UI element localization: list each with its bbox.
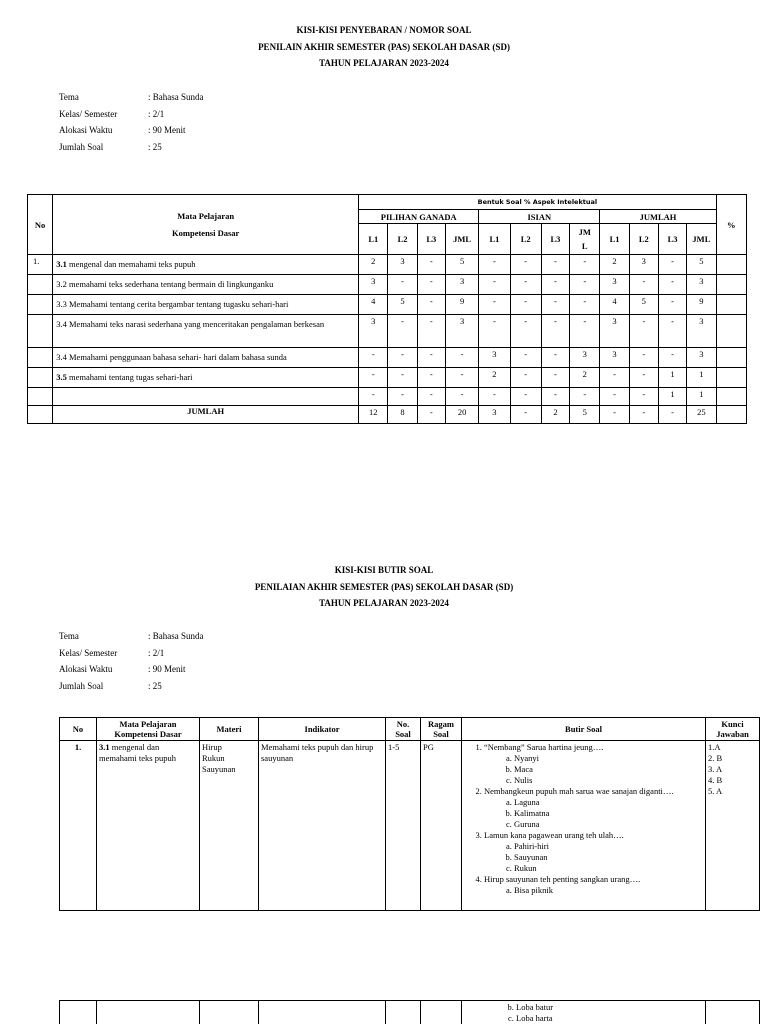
total-cell: 20: [445, 406, 478, 424]
option-item: b. Maca: [514, 764, 703, 775]
question-item: [484, 786, 703, 830]
row-cell: -: [417, 388, 445, 406]
row-cell: -: [417, 348, 445, 368]
meta-row: [59, 631, 204, 648]
kd-line: Kompetensi Dasar: [172, 227, 240, 238]
col-no-header: No: [28, 195, 53, 255]
row-cell: 1: [687, 368, 716, 388]
meta-value: : 90 Menit: [148, 664, 186, 675]
meta-label: Jumlah Soal: [59, 142, 104, 153]
answer-key: 1.A: [708, 742, 721, 752]
row-kd: [53, 295, 359, 315]
row-kd: [97, 741, 200, 911]
row-cell: -: [445, 388, 478, 406]
meta-row: [59, 92, 204, 109]
row-cell: -: [359, 388, 388, 406]
question-text: “Nembang” Sarua hartina jeung….: [484, 742, 604, 752]
row-cell: -: [417, 315, 445, 348]
option-list: [484, 753, 703, 786]
total-cell: -: [629, 406, 658, 424]
row-cell: 5: [687, 255, 716, 275]
meta-value: : Bahasa Sunda: [148, 631, 204, 641]
section1-meta: [59, 92, 204, 159]
heading-line: TAHUN PELAJARAN 2023-2024: [319, 58, 449, 68]
total-row: [28, 406, 747, 424]
kd-text: 3.2 memahami teks sederhana tentang bermain di lingkunganku: [56, 279, 274, 289]
row-cell: -: [479, 255, 510, 275]
row-kd: [53, 368, 359, 388]
row-cell: -: [541, 295, 569, 315]
no-header: No: [60, 718, 97, 741]
indikator-header: Indikator: [259, 718, 386, 741]
sub-header: L2: [388, 224, 417, 255]
row-no: [28, 275, 53, 295]
row-cell: -: [510, 368, 541, 388]
row-cell: -: [359, 348, 388, 368]
sub-header: L1: [479, 224, 510, 255]
butir-header: Butir Soal: [462, 718, 706, 741]
group-header: JUMLAH: [600, 210, 716, 224]
row-cell: 3: [359, 275, 388, 295]
item-grid-table-continued: [59, 1000, 760, 1024]
row-no-soal: 1-5: [386, 741, 421, 911]
row-cell: 1: [658, 388, 686, 406]
total-cell: 3: [479, 406, 510, 424]
row-no: [28, 348, 53, 368]
row-cell: 3: [687, 275, 716, 295]
row-cell: -: [629, 348, 658, 368]
meta-row: [59, 125, 204, 142]
table-row: [28, 315, 747, 348]
sub-header: JML: [687, 224, 716, 255]
ragam-header: [421, 718, 462, 741]
kd-text: 3.4 Memahami teks narasi sederhana yang menceritakan pengalaman berkesan: [56, 319, 325, 329]
total-pct: [716, 406, 746, 424]
row-no: [28, 368, 53, 388]
materi-line: Rukun: [202, 753, 225, 763]
meta-row: [59, 681, 204, 698]
row-cell: -: [510, 295, 541, 315]
row-cell: -: [658, 315, 686, 348]
row-cell: -: [629, 275, 658, 295]
row-cell: 3: [629, 255, 658, 275]
row-pct: [716, 368, 746, 388]
question-text: Lamun kana pagawean urang teh ulah….: [484, 830, 624, 840]
row-materi: [200, 741, 259, 911]
row-kunci: [706, 741, 760, 911]
materi-line: Sauyunan: [202, 764, 236, 774]
row-pct: [716, 388, 746, 406]
row-cell: -: [570, 275, 600, 295]
row-kd: [53, 348, 359, 368]
heading-line: KISI-KISI PENYEBARAN / NOMOR SOAL: [296, 25, 472, 35]
option-item: c. Guruna: [514, 819, 703, 830]
table-row: [28, 368, 747, 388]
col-mapel-header: [53, 195, 359, 255]
total-cell: 25: [687, 406, 716, 424]
meta-row: [59, 109, 204, 126]
heading-line: TAHUN PELAJARAN 2023-2024: [319, 598, 449, 608]
row-cell: 3: [445, 315, 478, 348]
meta-label: Tema: [59, 92, 79, 102]
kunci-line: Jawaban: [716, 729, 749, 739]
row-cell: 3: [479, 348, 510, 368]
option-item: c. Rukun: [514, 863, 703, 874]
mapel-line: Mata Pelajaran: [177, 210, 235, 221]
row-cell: -: [388, 315, 417, 348]
meta-label: Alokasi Waktu: [59, 664, 113, 675]
nosoal-header: [386, 718, 421, 741]
meta-label: Alokasi Waktu: [59, 125, 113, 136]
heading-line: KISI-KISI BUTIR SOAL: [334, 565, 434, 575]
sub-header: L1: [600, 224, 629, 255]
option-list: [484, 885, 703, 896]
option-item: c. Loba harta: [516, 1013, 703, 1024]
table-row: [28, 255, 747, 275]
row-cell: 3: [600, 315, 629, 348]
question-list: [464, 742, 703, 896]
option-list: [484, 797, 703, 830]
sub-header: L3: [417, 224, 445, 255]
meta-label: Kelas/ Semester: [59, 108, 118, 119]
row-cell: 2: [570, 368, 600, 388]
option-item: b. Sauyunan: [514, 852, 703, 863]
answer-key: 4. B: [708, 775, 723, 785]
row-cell: -: [570, 315, 600, 348]
row-pct: [716, 295, 746, 315]
kd-line: Kompetensi Dasar: [114, 729, 182, 739]
row-kd: [53, 255, 359, 275]
row-cell: -: [479, 315, 510, 348]
row-cell: -: [541, 315, 569, 348]
section1-heading: [0, 22, 768, 72]
option-item: a. Laguna: [514, 797, 703, 808]
row-pct: [716, 255, 746, 275]
option-item: b. Kalimatna: [514, 808, 703, 819]
meta-row: [59, 142, 204, 159]
group-header: PILIHAN GANADA: [359, 210, 479, 224]
row-cell: -: [388, 348, 417, 368]
row-cell: -: [479, 275, 510, 295]
row-cell: -: [388, 275, 417, 295]
kd-text: 3.3 Memahami tentang cerita bergambar tentang tugasku sehari-hari: [56, 299, 289, 309]
answer-key: 3. A: [708, 764, 723, 774]
row-cell: -: [388, 388, 417, 406]
row-cell: 4: [600, 295, 629, 315]
col-pct-header: %: [716, 195, 746, 255]
kunci-header: [706, 718, 760, 741]
row-no: [28, 315, 53, 348]
question-item: [484, 830, 703, 874]
row-cell: -: [629, 315, 658, 348]
row-cell: 3: [600, 348, 629, 368]
row-no: [28, 388, 53, 406]
section2-meta: [59, 631, 204, 698]
row-cell: -: [510, 255, 541, 275]
ragam-line: Ragam: [428, 719, 454, 729]
table-row: [28, 295, 747, 315]
mapel-header: [97, 718, 200, 741]
row-cell: -: [570, 295, 600, 315]
total-cell: -: [417, 406, 445, 424]
option-item: a. Nyanyi: [514, 753, 703, 764]
kd-text: 3.4 Memahami penggunaan bahasa sehari- hari dalam bahasa sunda: [56, 352, 287, 362]
question-text: Hirup sauyunan teh penting sangkan urang….: [484, 874, 641, 884]
row-cell: -: [658, 275, 686, 295]
meta-value: : 2/1: [148, 108, 165, 119]
row-kd: [53, 388, 359, 406]
row-pct: [716, 275, 746, 295]
row-cell: -: [541, 388, 569, 406]
row-cell: -: [510, 388, 541, 406]
total-cell: 12: [359, 406, 388, 424]
total-cell: -: [510, 406, 541, 424]
row-cell: -: [541, 368, 569, 388]
row-cell: 2: [359, 255, 388, 275]
row-cell: -: [541, 348, 569, 368]
row-cell: -: [629, 388, 658, 406]
row-cell: -: [445, 368, 478, 388]
row-ragam: PG: [421, 741, 462, 911]
row-cell: 1: [687, 388, 716, 406]
kd-text: memahami tentang tugas sehari-hari: [66, 372, 193, 382]
question-item: [484, 874, 703, 896]
row-cell: 9: [687, 295, 716, 315]
row-cell: -: [570, 255, 600, 275]
meta-value: : 90 Menit: [148, 125, 186, 136]
row-cell: -: [359, 368, 388, 388]
row-cell: -: [388, 368, 417, 388]
meta-row: [59, 664, 204, 681]
total-cell: -: [600, 406, 629, 424]
nosoal-line: Soal: [395, 729, 411, 739]
table-row: [60, 1001, 760, 1024]
row-no: 1.: [60, 741, 97, 911]
row-cell: -: [600, 368, 629, 388]
row-cell: 4: [359, 295, 388, 315]
option-list: [464, 1002, 703, 1024]
table-row: [28, 275, 747, 295]
meta-row: [59, 648, 204, 665]
row-cell: -: [510, 348, 541, 368]
row-butir: [462, 741, 706, 911]
kd-number: 3.1: [56, 259, 67, 269]
table-row: [28, 388, 747, 406]
heading-line: PENILAIN AKHIR SEMESTER (PAS) SEKOLAH DASAR (SD): [258, 41, 510, 52]
total-cell: 8: [388, 406, 417, 424]
table-row: [60, 741, 760, 911]
meta-value: : 25: [148, 681, 162, 692]
materi-line: Hirup: [202, 742, 222, 752]
option-item: a. Bisa piknik: [514, 885, 703, 896]
meta-value: : Bahasa Sunda: [148, 92, 204, 102]
row-cell: 1: [658, 368, 686, 388]
kd-text: mengenal dan memahami teks pupuh: [99, 742, 176, 763]
row-cell: 3: [388, 255, 417, 275]
row-cell: -: [417, 275, 445, 295]
meta-label: Kelas/ Semester: [59, 647, 118, 658]
ragam-line: Soal: [433, 729, 449, 739]
option-item: c. Nulis: [514, 775, 703, 786]
row-no: 1.: [28, 255, 53, 275]
row-cell: 9: [445, 295, 478, 315]
row-butir-continued: [462, 1001, 706, 1024]
total-label: JUMLAH: [53, 406, 359, 424]
row-pct: [716, 348, 746, 368]
row-cell: 3: [570, 348, 600, 368]
row-cell: -: [541, 255, 569, 275]
row-cell: -: [658, 255, 686, 275]
row-cell: 2: [479, 368, 510, 388]
sub-header: JML: [445, 224, 478, 255]
heading-line: PENILAIAN AKHIR SEMESTER (PAS) SEKOLAH DASAR (SD): [254, 581, 514, 592]
answer-key: 2. B: [708, 753, 723, 763]
answer-key: 5. A: [708, 786, 723, 796]
section2-heading: [0, 562, 768, 612]
row-cell: -: [541, 275, 569, 295]
materi-header: Materi: [200, 718, 259, 741]
table-row: [28, 348, 747, 368]
total-cell: -: [658, 406, 686, 424]
row-kd: [53, 275, 359, 295]
row-cell: 5: [445, 255, 478, 275]
question-text: Nembangkeun pupuh mah sarua wae sanajan diganti….: [484, 786, 674, 796]
sub-header: JM L: [570, 224, 600, 255]
row-cell: -: [417, 295, 445, 315]
row-cell: 3: [359, 315, 388, 348]
row-cell: -: [629, 368, 658, 388]
sub-header: L3: [658, 224, 686, 255]
kd-number: 3.5: [56, 372, 67, 382]
row-cell: -: [510, 275, 541, 295]
sub-header: L1: [359, 224, 388, 255]
total-cell: 2: [541, 406, 569, 424]
row-cell: -: [417, 368, 445, 388]
row-cell: -: [479, 388, 510, 406]
item-grid-table: [59, 717, 760, 911]
row-indikator: Memahami teks pupuh dan hirup sauyunan: [259, 741, 386, 911]
row-cell: -: [658, 348, 686, 368]
bentuk-header: Bentuk Soal % Aspek Intelektual: [359, 195, 716, 210]
nosoal-line: No.: [396, 719, 410, 729]
row-cell: 5: [388, 295, 417, 315]
row-cell: -: [510, 315, 541, 348]
row-pct: [716, 315, 746, 348]
row-cell: 2: [600, 255, 629, 275]
row-cell: 3: [687, 315, 716, 348]
mapel-line: Mata Pelajaran: [119, 719, 177, 729]
sub-header: L3: [541, 224, 569, 255]
row-cell: 3: [445, 275, 478, 295]
distribution-table: [27, 194, 747, 424]
kd-text: mengenal dan memahami teks pupuh: [66, 259, 196, 269]
kd-number: 3.1: [99, 742, 110, 752]
row-cell: -: [600, 388, 629, 406]
group-header: ISIAN: [479, 210, 600, 224]
meta-label: Tema: [59, 631, 79, 641]
option-list: [484, 841, 703, 874]
meta-value: : 2/1: [148, 647, 165, 658]
row-cell: -: [570, 388, 600, 406]
row-no: [28, 295, 53, 315]
row-cell: 3: [600, 275, 629, 295]
row-cell: 3: [687, 348, 716, 368]
kunci-line: Kunci: [721, 719, 744, 729]
option-item: a. Pahiri-hiri: [514, 841, 703, 852]
meta-label: Jumlah Soal: [59, 681, 104, 692]
row-cell: -: [445, 348, 478, 368]
row-kd: [53, 315, 359, 348]
question-item: [484, 742, 703, 786]
row-cell: -: [479, 295, 510, 315]
option-item: b. Loba batur: [516, 1002, 703, 1013]
row-cell: 5: [629, 295, 658, 315]
meta-value: : 25: [148, 142, 162, 153]
sub-header: L2: [629, 224, 658, 255]
row-cell: -: [658, 295, 686, 315]
sub-header: L2: [510, 224, 541, 255]
total-cell: 5: [570, 406, 600, 424]
row-cell: -: [417, 255, 445, 275]
